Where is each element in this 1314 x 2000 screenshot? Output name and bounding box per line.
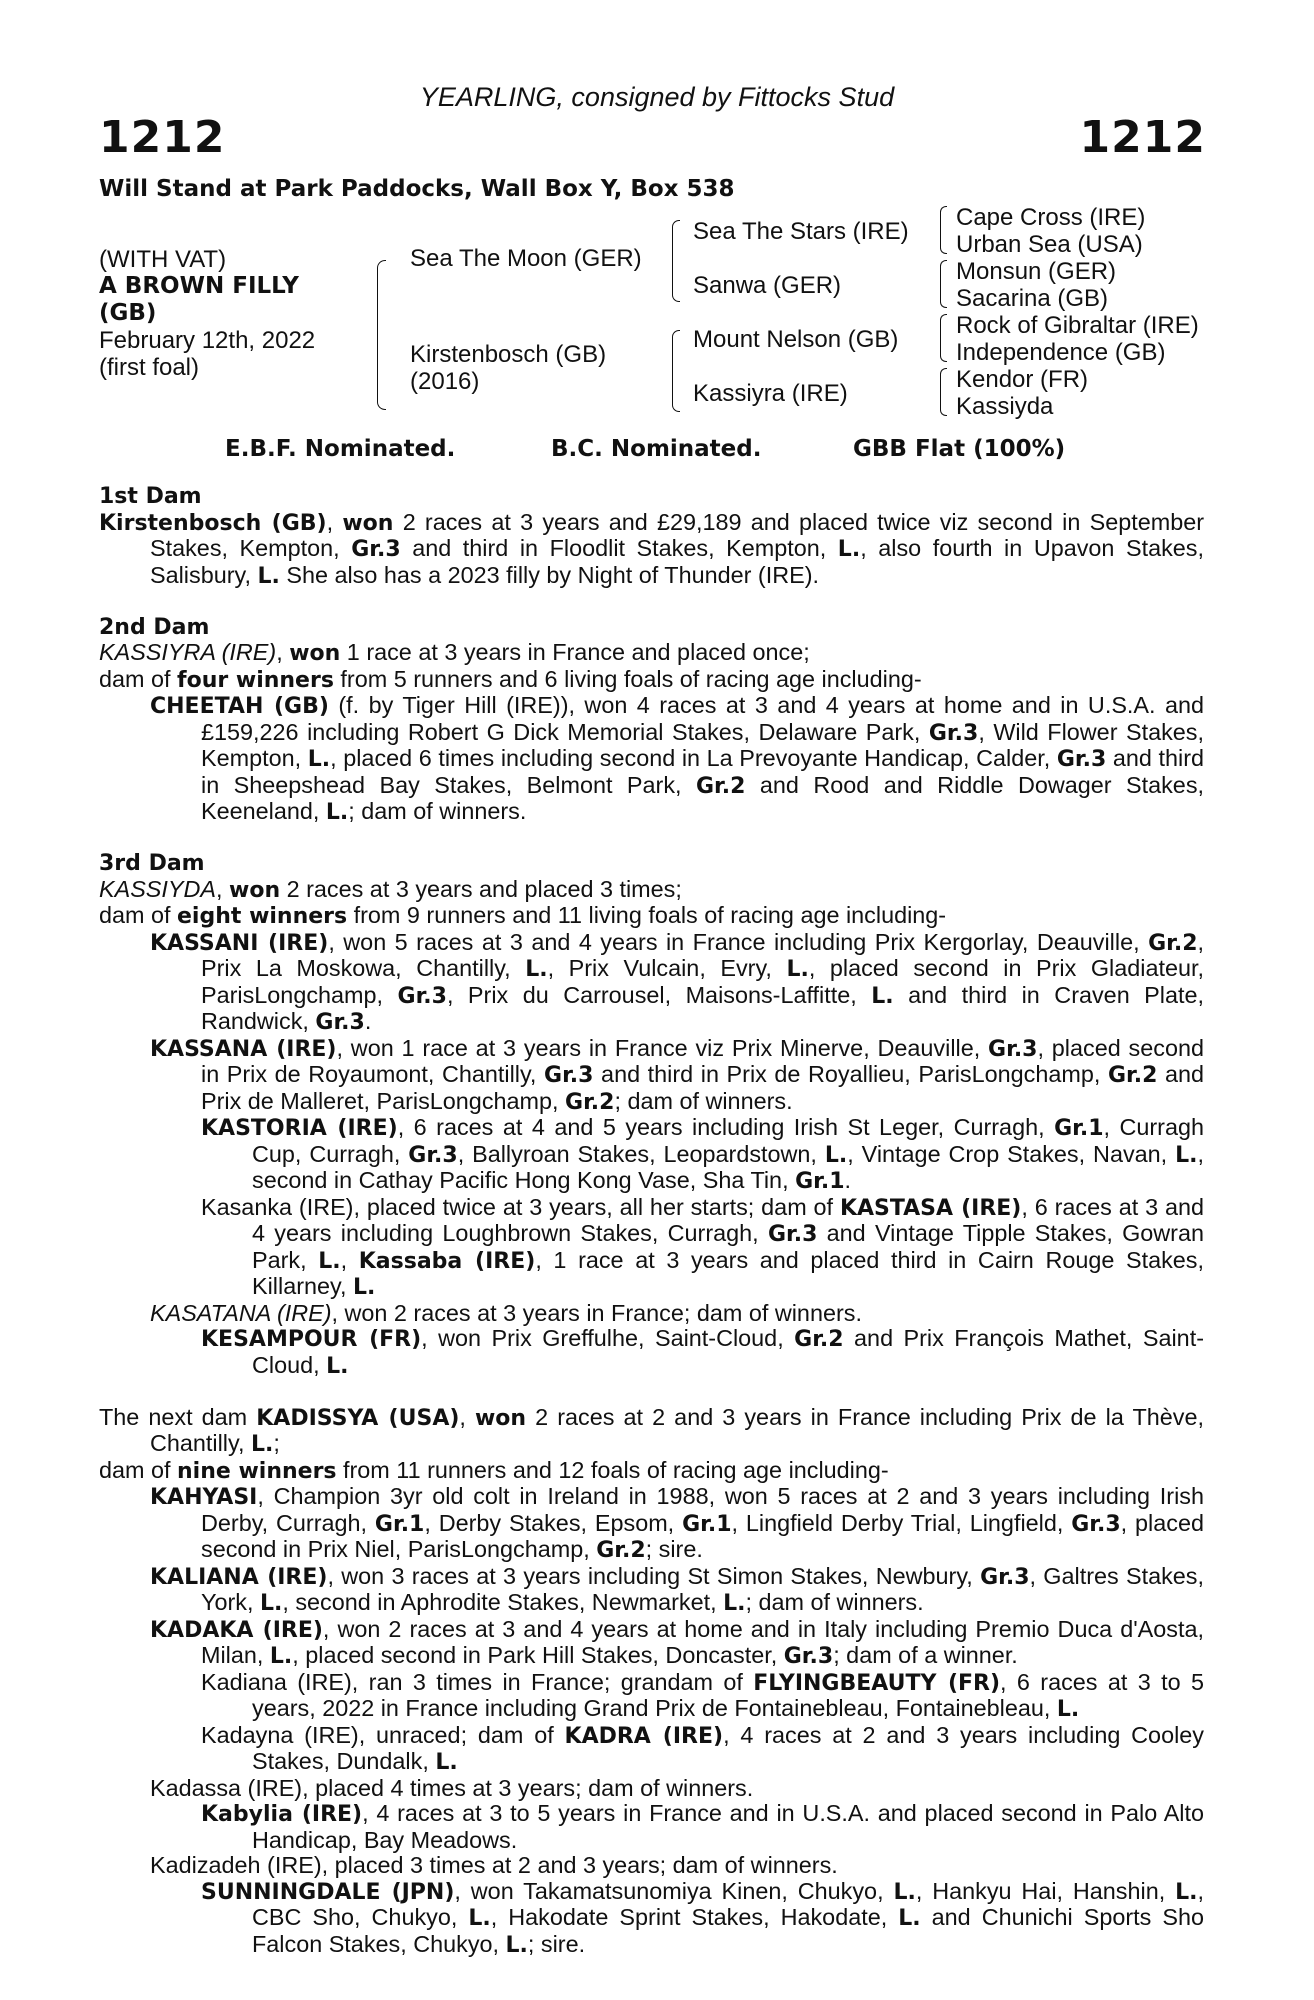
next-dam-produce: dam of nine winners from 11 runners and 12 foals of racing age including- — [99, 1456, 889, 1484]
first-dam-heading: 1st Dam — [99, 484, 202, 509]
foal-note: (first foal) — [99, 354, 200, 381]
grandsire-3: Rock of Gibraltar (IRE) — [956, 312, 1199, 339]
sire-name: Sea The Moon (GER) — [410, 245, 642, 272]
granddam-4: Kassiyda — [956, 393, 1054, 420]
second-dam-entry: KASSIYRA (IRE), won 1 race at 3 years in France and placed once; — [99, 639, 810, 666]
kadayna-entry: Kadayna (IRE), unraced; dam of KADRA (IRE), 4 races at 2 and 3 years including Cooley Stakes, Dundalk, L. — [201, 1721, 1204, 1775]
vat-label: (WITH VAT) — [99, 246, 227, 273]
third-dam-produce: dam of eight winners from 9 runners and 11 living foals of racing age including- — [99, 902, 947, 929]
kadizadeh-entry: Kadizadeh (IRE), placed 3 times at 2 and 3 years; dam of winners. — [150, 1852, 838, 1878]
bc-nomination: B.C. Nominated. — [551, 436, 762, 462]
pedigree-brace-g1 — [940, 206, 947, 254]
stand-location: Will Stand at Park Paddocks, Wall Box Y, Box 538 — [99, 176, 735, 202]
kadaka-entry: KADAKA (IRE), won 2 races at 3 and 4 years at home and in Italy including Premio Duca d'Aosta, Milan, L., placed second in Park Hill Stakes, Doncaster, Gr.3; dam of a winner. — [150, 1615, 1204, 1669]
pedigree-brace-g3 — [940, 314, 947, 362]
dam-year: (2016) — [410, 368, 480, 395]
pedigree-brace-sire — [672, 220, 680, 302]
sire-sire: Sea The Stars (IRE) — [693, 218, 909, 245]
cheetah-entry: CHEETAH (GB) (f. by Tiger Hill (IRE)), won 4 races at 3 and 4 years at home and in U.S.A. and £159,226 including Robert G Dick Memorial Stakes, Delaware Park, Gr.3, Wild Flower Stakes, Kempton, L., placed 6 times including second in La Prevoyante Handicap, Calder, Gr.3 and third in Sheepshead Bay Stakes, Belmont Park, Gr.2 and Rood and Riddle Dowager Stakes, Keeneland, L.; dam of winners. — [150, 692, 1205, 825]
ebf-nomination: E.B.F. Nominated. — [225, 436, 456, 462]
dam-dam: Kassiyra (IRE) — [693, 380, 848, 407]
kadassa-entry: Kadassa (IRE), placed 4 times at 3 years; dam of winners. — [150, 1774, 754, 1801]
dam-sire: Mount Nelson (GB) — [693, 326, 899, 353]
kaliana-entry: KALIANA (IRE), won 3 races at 3 years including St Simon Stakes, Newbury, Gr.3, Galtres Stakes, York, L., second in Aphrodite Stakes, Newmarket, L.; dam of winners. — [150, 1562, 1204, 1616]
foaling-date: February 12th, 2022 — [99, 327, 316, 354]
sire-dam: Sanwa (GER) — [693, 272, 842, 299]
first-dam-entry: Kirstenbosch (GB), won 2 races at 3 years and £29,189 and placed twice viz second in September Stakes, Kempton, Gr.3 and third in Floodlit Stakes, Kempton, L., also fourth in Upavon Stakes, Salisbury, L. She also has a 2023 filly by Night of Thunder (IRE). — [99, 508, 1205, 589]
second-dam-produce: dam of four winners from 5 runners and 6 living foals of racing age including- — [99, 665, 922, 693]
kasatana-entry: KASATANA (IRE), won 2 races at 3 years in France; dam of winners. — [150, 1299, 862, 1326]
sunningdale-entry: SUNNINGDALE (JPN), won Takamatsunomiya Kinen, Chukyo, L., Hankyu Hai, Hanshin, L., CBC Sho, Chukyo, L., Hakodate Sprint Stakes, Hakodate, L. and Chunichi Sports Sho Falcon Stakes, Chukyo, L.; sire. — [201, 1877, 1204, 1958]
catalogue-body — [99, 484, 1204, 1958]
third-dam-entry: KASSIYDA, won 2 races at 3 years and placed 3 times; — [99, 875, 682, 903]
kadiana-entry: Kadiana (IRE), ran 3 times in France; grandam of FLYINGBEAUTY (FR), 6 races at 3 to 5 years, 2022 in France including Grand Prix de Fontainebleau, Fontainebleau, L. — [201, 1668, 1204, 1722]
third-dam-heading: 3rd Dam — [99, 851, 205, 876]
grandsire-1: Cape Cross (IRE) — [956, 204, 1146, 231]
horse-country: (GB) — [99, 300, 157, 326]
second-dam-heading: 2nd Dam — [99, 614, 210, 640]
kasanka-entry: Kasanka (IRE), placed twice at 3 years, all her starts; dam of KASTASA (IRE), 6 races at 3 and 4 years including Loughbrown Stakes, Curragh, Gr.3 and Vintage Tipple Stakes, Gowran Park, L., Kassaba (IRE), 1 race at 3 years and placed third in Cairn Rouge Stakes, Killarney, L. — [201, 1193, 1204, 1300]
lot-number-right: 1212 — [1079, 112, 1206, 163]
pedigree-brace-g2 — [940, 260, 947, 308]
dam-name: Kirstenbosch (GB) — [410, 341, 607, 368]
kesampour-entry: KESAMPOUR (FR), won Prix Greffulhe, Saint-Cloud, Gr.2 and Prix François Mathet, Saint-Cloud, L. — [201, 1325, 1204, 1379]
pedigree-brace-g4 — [940, 368, 947, 416]
lot-number-left: 1212 — [99, 112, 226, 163]
granddam-2: Sacarina (GB) — [956, 285, 1109, 312]
grandsire-2: Monsun (GER) — [956, 258, 1117, 285]
kassani-entry: KASSANI (IRE), won 5 races at 3 and 4 years in France including Prix Kergorlay, Deauville, Gr.2, Prix La Moskowa, Chantilly, L., Prix Vulcain, Evry, L., placed second in Prix Gladiateur, ParisLongchamp, Gr.3, Prix du Carrousel, Maisons-Laffitte, L. and third in Craven Plate, Randwick, Gr.3. — [150, 928, 1204, 1035]
granddam-3: Independence (GB) — [956, 339, 1166, 366]
kastoria-entry: KASTORIA (IRE), 6 races at 4 and 5 years including Irish St Leger, Curragh, Gr.1, Curragh Cup, Curragh, Gr.3, Ballyroan Stakes, Leopardstown, L., Vintage Crop Stakes, Navan, L., second in Cathay Pacific Hong Kong Vase, Sha Tin, Gr.1. — [201, 1114, 1204, 1194]
gbb-rating: GBB Flat (100%) — [853, 436, 1066, 462]
granddam-1: Urban Sea (USA) — [956, 231, 1143, 258]
pedigree-brace-dam — [672, 330, 680, 412]
pedigree-brace-main — [377, 260, 386, 410]
horse-description: A BROWN FILLY — [99, 273, 299, 299]
grandsire-4: Kendor (FR) — [956, 366, 1089, 393]
kahyasi-entry: KAHYASI, Champion 3yr old colt in Ireland in 1988, won 5 races at 2 and 3 years including Irish Derby, Curragh, Gr.1, Derby Stakes, Epsom, Gr.1, Lingfield Derby Trial, Lingfield, Gr.3, placed second in Prix Niel, ParisLongchamp, Gr.2; sire. — [150, 1483, 1204, 1563]
next-dam-entry: The next dam KADISSYA (USA), won 2 races at 2 and 3 years in France including Prix de la Thève, Chantilly, L.; — [99, 1403, 1205, 1457]
kassana-entry: KASSANA (IRE), won 1 race at 3 years in France viz Prix Minerve, Deauville, Gr.3, placed second in Prix de Royaumont, Chantilly, Gr.3 and third in Prix de Royallieu, ParisLongchamp, Gr.2 and Prix de Malleret, ParisLongchamp, Gr.2; dam of winners. — [150, 1034, 1205, 1115]
consignment-line: YEARLING, consigned by Fittocks Stud — [419, 82, 895, 112]
kabylia-entry: Kabylia (IRE), 4 races at 3 to 5 years in France and in U.S.A. and placed second in Palo Alto Handicap, Bay Meadows. — [201, 1800, 1204, 1853]
